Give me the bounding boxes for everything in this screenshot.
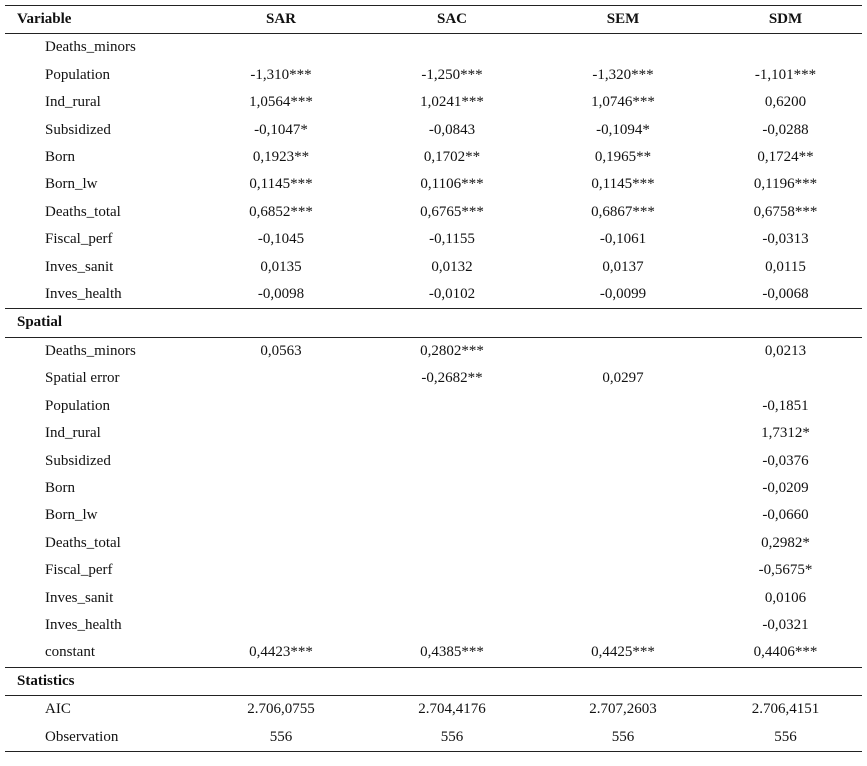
cell-value: 0,0115 bbox=[765, 258, 806, 275]
cell-value bbox=[537, 557, 709, 584]
cell-value: 0,0297 bbox=[602, 370, 644, 387]
table-row bbox=[5, 89, 862, 116]
cell-value bbox=[195, 585, 367, 612]
cell-value: -0,0098 bbox=[257, 286, 305, 303]
section-row-statistics bbox=[5, 667, 862, 695]
cell-value: -0,5675* bbox=[758, 562, 813, 579]
header-sem: SEM bbox=[537, 6, 709, 34]
cell-value: 2.707,2603 bbox=[589, 701, 657, 718]
cell-value: -0,0288 bbox=[762, 121, 809, 138]
row-label: Subsidized bbox=[45, 121, 111, 138]
block-statistics bbox=[5, 696, 862, 752]
cell-value bbox=[367, 420, 537, 447]
cell-value bbox=[367, 585, 537, 612]
cell-value: 0,1965** bbox=[594, 149, 652, 166]
cell-value: -0,1851 bbox=[762, 397, 809, 414]
row-label: constant bbox=[45, 644, 95, 661]
cell-value bbox=[537, 530, 709, 557]
cell-value bbox=[367, 530, 537, 557]
table-row bbox=[5, 171, 862, 198]
cell-value bbox=[537, 34, 709, 62]
row-label: AIC bbox=[45, 701, 71, 718]
table-row bbox=[5, 144, 862, 171]
row-label: Deaths_total bbox=[45, 203, 121, 220]
cell-value bbox=[537, 448, 709, 475]
cell-value: 0,1106*** bbox=[420, 176, 484, 193]
section-title-statistics: Statistics bbox=[5, 667, 862, 695]
cell-value: 0,1724** bbox=[757, 149, 814, 166]
cell-value bbox=[537, 502, 709, 529]
cell-value: 0,2802*** bbox=[420, 342, 484, 359]
table-row bbox=[5, 696, 862, 724]
cell-value: -0,1155 bbox=[429, 231, 475, 248]
cell-value: 0,0213 bbox=[764, 342, 807, 359]
table-row bbox=[5, 34, 862, 62]
cell-value: 0,0132 bbox=[431, 258, 473, 275]
cell-value bbox=[195, 530, 367, 557]
cell-value: 0,1702** bbox=[423, 149, 481, 166]
cell-value: 1,0746*** bbox=[591, 94, 655, 111]
section-row-spatial bbox=[5, 309, 862, 337]
cell-value: 0,4425*** bbox=[591, 644, 655, 661]
cell-value bbox=[537, 612, 709, 639]
cell-value bbox=[709, 365, 862, 392]
cell-value: 556 bbox=[709, 724, 862, 752]
cell-value: 556 bbox=[367, 724, 537, 752]
cell-value bbox=[537, 393, 709, 420]
cell-value: 0,6200 bbox=[764, 94, 807, 111]
row-label: Born bbox=[45, 149, 75, 166]
table-row bbox=[5, 502, 862, 529]
table-row bbox=[5, 475, 862, 502]
cell-value: -0,1047* bbox=[254, 121, 308, 138]
row-label: Ind_rural bbox=[45, 94, 101, 111]
cell-value: -1,101*** bbox=[754, 66, 817, 83]
cell-value: 0,6867*** bbox=[591, 203, 655, 220]
cell-value: -0,0102 bbox=[428, 286, 476, 303]
cell-value bbox=[367, 393, 537, 420]
cell-value: -0,0068 bbox=[762, 286, 809, 303]
cell-value: -0,0843 bbox=[428, 121, 476, 138]
row-label: Ind_rural bbox=[45, 425, 101, 442]
cell-value: -0,0321 bbox=[762, 616, 809, 633]
table-row bbox=[5, 724, 862, 752]
cell-value: -0,0099 bbox=[599, 286, 647, 303]
table-row bbox=[5, 226, 862, 253]
table-row bbox=[5, 117, 862, 144]
cell-value: 0,0135 bbox=[260, 258, 302, 275]
cell-value: 1,7312* bbox=[761, 425, 810, 442]
table-row bbox=[5, 393, 862, 420]
row-label: Born bbox=[45, 479, 75, 496]
cell-value bbox=[367, 612, 537, 639]
cell-value bbox=[195, 393, 367, 420]
block-spatial-header bbox=[5, 309, 862, 337]
cell-value bbox=[195, 557, 367, 584]
table-row bbox=[5, 639, 862, 667]
row-label: Inves_health bbox=[45, 616, 122, 633]
table-row bbox=[5, 199, 862, 226]
cell-value bbox=[367, 475, 537, 502]
table-row bbox=[5, 365, 862, 392]
header-variable: Variable bbox=[5, 6, 195, 34]
section-title-spatial: Spatial bbox=[5, 309, 862, 337]
block-direct bbox=[5, 34, 862, 309]
cell-value: -0,0313 bbox=[762, 231, 809, 248]
table-row bbox=[5, 254, 862, 281]
cell-value bbox=[195, 448, 367, 475]
cell-value: -0,0660 bbox=[762, 507, 809, 524]
row-label: Deaths_total bbox=[45, 534, 121, 551]
cell-value: -0,1094* bbox=[596, 121, 650, 138]
cell-value: -0,0376 bbox=[762, 452, 809, 469]
cell-value bbox=[709, 34, 862, 62]
cell-value: 0,6765*** bbox=[420, 203, 484, 220]
cell-value bbox=[195, 612, 367, 639]
cell-value: 0,1923** bbox=[252, 149, 310, 166]
table-row bbox=[5, 612, 862, 639]
row-label: Spatial error bbox=[45, 370, 120, 387]
cell-value bbox=[367, 502, 537, 529]
row-label: Subsidized bbox=[45, 452, 111, 469]
table-row bbox=[5, 585, 862, 612]
cell-value bbox=[195, 365, 367, 392]
cell-value bbox=[537, 420, 709, 447]
cell-value: 0,4423*** bbox=[249, 644, 313, 661]
cell-value: -0,1061 bbox=[599, 231, 647, 248]
cell-value: 0,0106 bbox=[764, 589, 807, 606]
cell-value: 556 bbox=[537, 724, 709, 752]
cell-value: -0,2682** bbox=[421, 370, 483, 387]
cell-value: 0,0563 bbox=[260, 342, 302, 359]
cell-value bbox=[367, 557, 537, 584]
table-row bbox=[5, 557, 862, 584]
row-label: Deaths_minors bbox=[45, 342, 136, 359]
cell-value: 0,1145*** bbox=[591, 176, 655, 193]
row-label: Born_lw bbox=[45, 507, 98, 524]
header-sar: SAR bbox=[195, 6, 367, 34]
cell-value: 0,2982* bbox=[761, 534, 810, 551]
cell-value bbox=[195, 420, 367, 447]
cell-value: -1,250*** bbox=[421, 66, 483, 83]
cell-value: 0,1196*** bbox=[753, 176, 818, 193]
row-label: Born_lw bbox=[45, 176, 98, 193]
cell-value: -1,310*** bbox=[250, 66, 312, 83]
table-row bbox=[5, 530, 862, 557]
cell-value bbox=[195, 502, 367, 529]
header-sac: SAC bbox=[367, 6, 537, 34]
cell-value bbox=[537, 337, 709, 365]
cell-value: 1,0564*** bbox=[249, 94, 313, 111]
row-label: Deaths_minors bbox=[45, 39, 136, 56]
table-row bbox=[5, 281, 862, 309]
row-label: Population bbox=[45, 66, 111, 83]
cell-value bbox=[195, 34, 367, 62]
cell-value: 0,0137 bbox=[602, 258, 644, 275]
cell-value: 0,4385*** bbox=[420, 644, 484, 661]
cell-value: 1,0241*** bbox=[420, 94, 484, 111]
row-label: Fiscal_perf bbox=[45, 562, 113, 579]
block-spatial bbox=[5, 337, 862, 667]
cell-value: 0,6852*** bbox=[249, 203, 313, 220]
cell-value bbox=[537, 585, 709, 612]
cell-value: -0,1045 bbox=[257, 231, 305, 248]
cell-value bbox=[367, 448, 537, 475]
cell-value: 0,1145*** bbox=[249, 176, 313, 193]
cell-value: -1,320*** bbox=[592, 66, 654, 83]
row-label: Inves_health bbox=[45, 286, 122, 303]
row-label: Inves_sanit bbox=[45, 589, 114, 606]
cell-value: 0,6758*** bbox=[753, 203, 818, 220]
header-sdm: SDM bbox=[709, 6, 862, 34]
cell-value bbox=[367, 34, 537, 62]
cell-value: 556 bbox=[195, 724, 367, 752]
table-row bbox=[5, 420, 862, 447]
cell-value: 2.706,4151 bbox=[751, 701, 820, 718]
row-label: Fiscal_perf bbox=[45, 231, 113, 248]
row-label: Inves_sanit bbox=[45, 258, 114, 275]
cell-value: 2.704,4176 bbox=[418, 701, 486, 718]
regression-results-table bbox=[5, 5, 862, 752]
row-label: Observation bbox=[5, 724, 195, 752]
cell-value: 2.706,0755 bbox=[247, 701, 315, 718]
table-row bbox=[5, 337, 862, 365]
cell-value: 0,4406*** bbox=[753, 644, 818, 661]
row-label: Population bbox=[45, 397, 111, 414]
block-statistics-header bbox=[5, 667, 862, 695]
table-row bbox=[5, 62, 862, 89]
cell-value bbox=[537, 475, 709, 502]
cell-value: -0,0209 bbox=[762, 479, 809, 496]
table-row bbox=[5, 448, 862, 475]
cell-value bbox=[195, 475, 367, 502]
table-header-row bbox=[5, 6, 862, 34]
